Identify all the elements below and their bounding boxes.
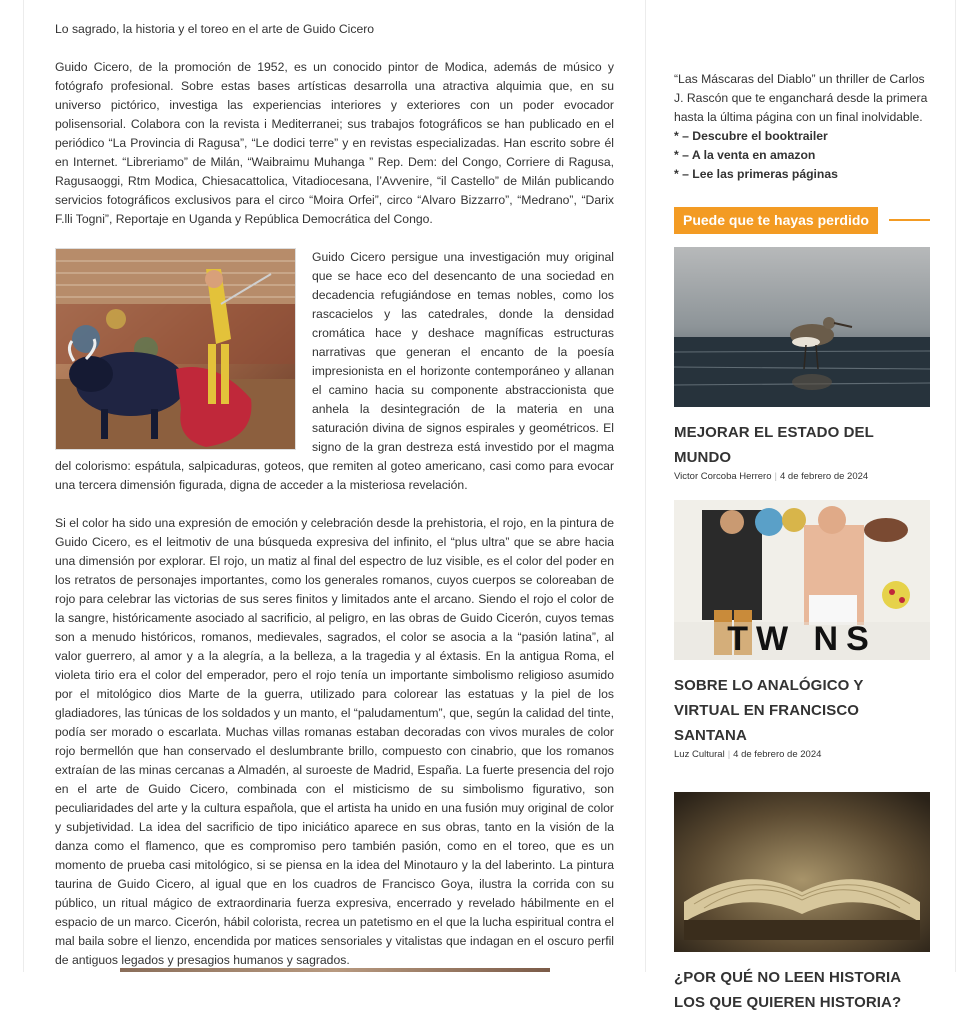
sidebar [674,70,930,1015]
bullfight-painting-image [55,248,296,450]
content-border-left [23,0,24,972]
post-date: 4 de febrero de 2024 [779,471,869,482]
post-title[interactable]: SOBRE LO ANALÓGICO Y VIRTUAL EN FRANCISCO SANTANA [674,677,864,744]
article-paragraph: Si el color ha sido una expresión de emoción y celebración desde la prehistoria, el rojo, en la pintura de Guido Cicero, es el leitmotiv de una búsqueda expresiva del infinito, el “plus ultra” que se abre hacia una dimensión por explorar. El rojo, un matiz al final del espectro de luz visible, es el color del poder en los retratos de personajes importantes, como los generales romanos, cuyos cuerpos se coloreaban de rojo para celebrar las victorias de sus seres finitos y limitados ante el arcano. Siendo el rojo el color de la sangre, históricamente asociado al sacrificio, al peligro, en las obras de Guido Cicerón, cuyos temas son a menudo históricos, romanos, medievales, sagrados, el color se asocia a la “pasión latina”, al valor guerrero, al amor y a la alegría, a la belleza, a la tragedia y al éxtasis. En la antigua Roma, el violeta tirio era el color del emperador, pero el rojo tenía un importante simbolismo religioso asumido por el mitológico dios Marte de la guerra, utilizado para colorear las estatuas y la piel de los gladiadores, las túnicas de los soldados y un manto, el “paludamentum”, que, según la calidad del tinte, podía ser morado o escarlata. Muchas villas romanas estaban decoradas con vivos murales de color rojo bermellón que han conservado el deslumbrante brillo, compuesto con cinabrio, que los romanos extraían de las minas cercanas a Almadén, al suroeste de Madrid, España. La fuerte presencia del rojo en el arte de Guido Cicero, combinada con el misticismo de su simbolismo figurativo, son peculiaridades del arte y la cultura española, que el artista ha unido en una fusión muy original de color y subjetividad. La idea del sacrificio de tipo iniciático aparece en sus obras, tanto en la visión de la danza como el flamenco, que es compromiso pero también pasión, como en el toreo, que es un momento de prueba casi mitológico, si se piensa en la idea del Minotauro y la del laberinto. La pintura taurina de Guido Cicero, al igual que en los cuadros de Francisco Goya, ilustra la corrida con su público, un ritual mágico de extraordinaria fuerza expresiva, encerrado y revelado hábilmente en el espacio de un marco. Cicerón, hábil colorista, recrea un patetismo en el que la lucha espiritual contra el mal baila sobre el lienzo, encendida por matices sensoriales y vitalistas que indagan en el oscuro perfil de antiguos legados y presagios humanos y sagrados. [55,516,614,967]
article-paragraph: Guido Cicero, de la promoción de 1952, es un conocido pintor de Modica, además de músico y fotógrafo profesional. Sobre estas bases artísticas desarrolla una atractiva alquimia que, en su universo pictórico, investiga las experiencias interiores y exteriores con un poder evocador polisensorial. Colabora con la revista i Mediterranei; sus trabajos fotográficos se han publicado en el periódico “La Provincia di Ragusa”, “Le dodici terre” y en revistas especializadas. Han escrito sobre él en Internet. “Libreriamo” de Milán, “Waibraimu Muhanga ” Rep. Dem: del Congo, Corriere di Ragusa, Ragusaoggi, Rtm Modica, Chiesacattolica, Vitadiocesana, l’Avvenire, “il Castello” de Milán publicando servicios fotográficos exclusivos para el circo “Moira Orfei”, circo “Alvaro Bizzarro”, “Medrano”, “Darix F.lli Togni”, Reportaje en Uganda y República Democrática del Congo. [55,60,614,226]
section-rule [889,219,930,221]
content-border-middle [645,0,646,972]
related-post-card[interactable] [674,792,930,1015]
section-title: Puede que te hayas perdido [674,207,878,234]
post-date: 4 de febrero de 2024 [733,749,822,760]
post-title[interactable]: MEJORAR EL ESTADO DEL MUNDO [674,424,874,466]
content-border-right [955,0,956,972]
old-book-image[interactable] [674,792,930,952]
related-post-card[interactable] [674,500,930,762]
related-post-card[interactable] [674,247,930,484]
twins-collage-image[interactable] [674,500,930,660]
post-meta: Luz Cultural | 4 de febrero de 2024 [674,749,822,760]
twins-image-text: TW NS [727,620,877,658]
section-header [674,207,930,234]
booktrailer-link[interactable]: * – Descubre el booktrailer [674,129,828,143]
article-body [55,20,614,989]
post-meta: Victor Corcoba Herrero | 4 de febrero de 2024 [674,471,869,482]
post-author[interactable]: Victor Corcoba Herrero [674,471,772,482]
book-promo-text: “Las Máscaras del Diablo” un thriller de Carlos J. Rascón que te enganchará desde la primera hasta la última página con un final inolvidable. [674,72,928,124]
article-intro-title: Lo sagrado, la historia y el toreo en el arte de Guido Cicero [55,22,375,36]
sandpiper-image[interactable] [674,247,930,407]
post-author[interactable]: Luz Cultural [674,749,725,760]
next-image-edge [120,968,550,972]
first-pages-link[interactable]: * – Lee las primeras páginas [674,167,838,181]
article-paragraph: Guido Cicero persigue una investigación muy original que se hace eco del desencanto de una sociedad en decadencia refugiándose en temas nobles, como los rascacielos y las catedrales, donde la densidad cromática hace y deshace magníficas estructuras narrativas que generan el encanto de la poesía impresionista en el horizonte contemporáneo y allanan el camino hacia su componente abstraccionista que anhela la desintegración de la materia en una saturación divina de signos espirales y geométricos. El signo de la gran destreza está investido por el magma del colorismo: espátula, salpicaduras, goteos, que remiten al goteo americano, casi como para evocar una tercera dimensión figurada, digna de acceder a la misteriosa revelación. [55,250,614,492]
amazon-link[interactable]: * – A la venta en amazon [674,148,816,162]
post-title[interactable]: ¿POR QUÉ NO LEEN HISTORIA LOS QUE QUIEREN HISTORIA? [674,969,902,1011]
